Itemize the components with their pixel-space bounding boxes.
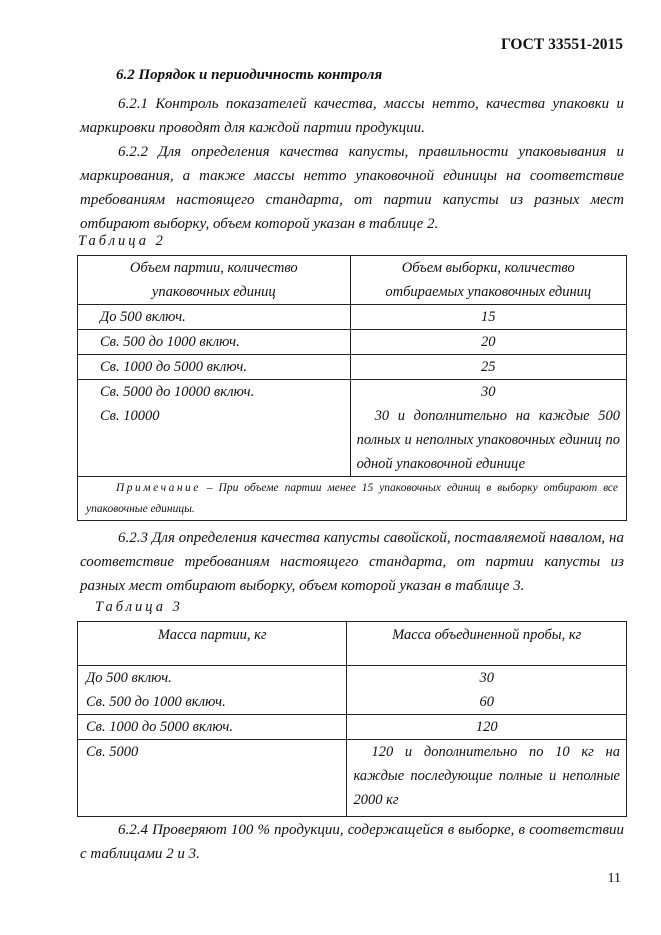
sample-cell: 60 (479, 694, 494, 710)
paragraph-text: 6.2.3 Для определения качества капусты савойской, поставляемой навалом, на соответствие требованиям настоящего стандарта, от партии капусты из разных мест отбирают выборку, объем которой указан в таблице 3. (80, 530, 624, 594)
table-row (78, 666, 627, 715)
table-2 (77, 255, 627, 521)
lot-cell: Св. 1000 до 5000 включ. (86, 719, 233, 735)
section-title: 6.2 Порядок и периодичность контроля (116, 67, 383, 83)
page-number: 11 (607, 871, 621, 886)
lot-cell: До 500 включ. (86, 670, 172, 686)
table-row (78, 380, 627, 477)
paragraph-text: 6.2.4 Проверяют 100 % продукции, содержащейся в выборке, в соответствии с таблицами 2 и 3. (80, 822, 624, 862)
lot-cell: До 500 включ. (100, 309, 186, 325)
sample-cell: 30 и дополнительно на каждые 500 полных и неполных упаковочных единиц по одной упаковочной единице (356, 408, 620, 472)
table-row (78, 355, 627, 380)
paragraph-text: 6.2.2 Для определения качества капусты, правильности упаковывания и маркирования, а также массы нетто упаковочной единицы на соответствие требованиям настоящего стандарта, от партии капусты из разных мест отбирают выборку, объем которой указан в таблице 2. (80, 144, 624, 232)
paragraph-6-2-4 (80, 818, 624, 866)
lot-cell: Св. 10000 (100, 408, 160, 424)
table-row (78, 715, 627, 740)
lot-cell: Св. 1000 до 5000 включ. (100, 359, 247, 375)
paragraph-6-2-2 (80, 140, 624, 236)
sample-cell: 20 (481, 334, 496, 350)
table-3-caption: Таблица 3 (95, 599, 183, 615)
paragraph-text: 6.2.1 Контроль показателей качества, массы нетто, качества упаковки и маркировки проводят для каждой партии продукции. (80, 96, 624, 136)
table-2-col2-header: Объем выборки, количество отбираемых упаковочных единиц (350, 256, 626, 305)
table-3-col2-header: Масса объединенной пробы, кг (347, 622, 627, 666)
sample-cell: 120 (475, 719, 498, 735)
table-2-note (78, 477, 626, 520)
document-code: ГОСТ 33551-2015 (500, 36, 623, 53)
table-3 (77, 621, 627, 817)
table-row (78, 305, 627, 330)
paragraph-6-2-1 (80, 92, 624, 140)
paragraph-6-2-3 (80, 526, 624, 598)
table-note-row (78, 477, 627, 521)
sample-cell: 25 (481, 359, 496, 375)
sample-cell: 30 (481, 384, 496, 400)
note-text: – При объеме партии менее 15 упаковочных единиц в выборку отбирают все упаковочные единицы. (86, 482, 618, 515)
lot-cell: Св. 500 до 1000 включ. (86, 694, 226, 710)
table-2-col1-header: Объем партии, количество упаковочных единиц (78, 256, 351, 305)
sample-cell: 15 (481, 309, 496, 325)
sample-cell: 120 и дополнительно по 10 кг на каждые последующие полные и неполные 2000 кг (353, 744, 620, 808)
note-label: Примечание (116, 482, 201, 494)
lot-cell: Св. 500 до 1000 включ. (100, 334, 240, 350)
table-row (78, 330, 627, 355)
table-header-row (78, 622, 627, 666)
lot-cell: Св. 5000 (86, 744, 139, 760)
table-row (78, 740, 627, 817)
sample-cell: 30 (479, 670, 494, 686)
table-header-row (78, 256, 627, 305)
table-3-col1-header: Масса партии, кг (78, 622, 347, 666)
lot-cell: Св. 5000 до 10000 включ. (100, 384, 255, 400)
table-2-caption: Таблица 2 (78, 233, 166, 249)
